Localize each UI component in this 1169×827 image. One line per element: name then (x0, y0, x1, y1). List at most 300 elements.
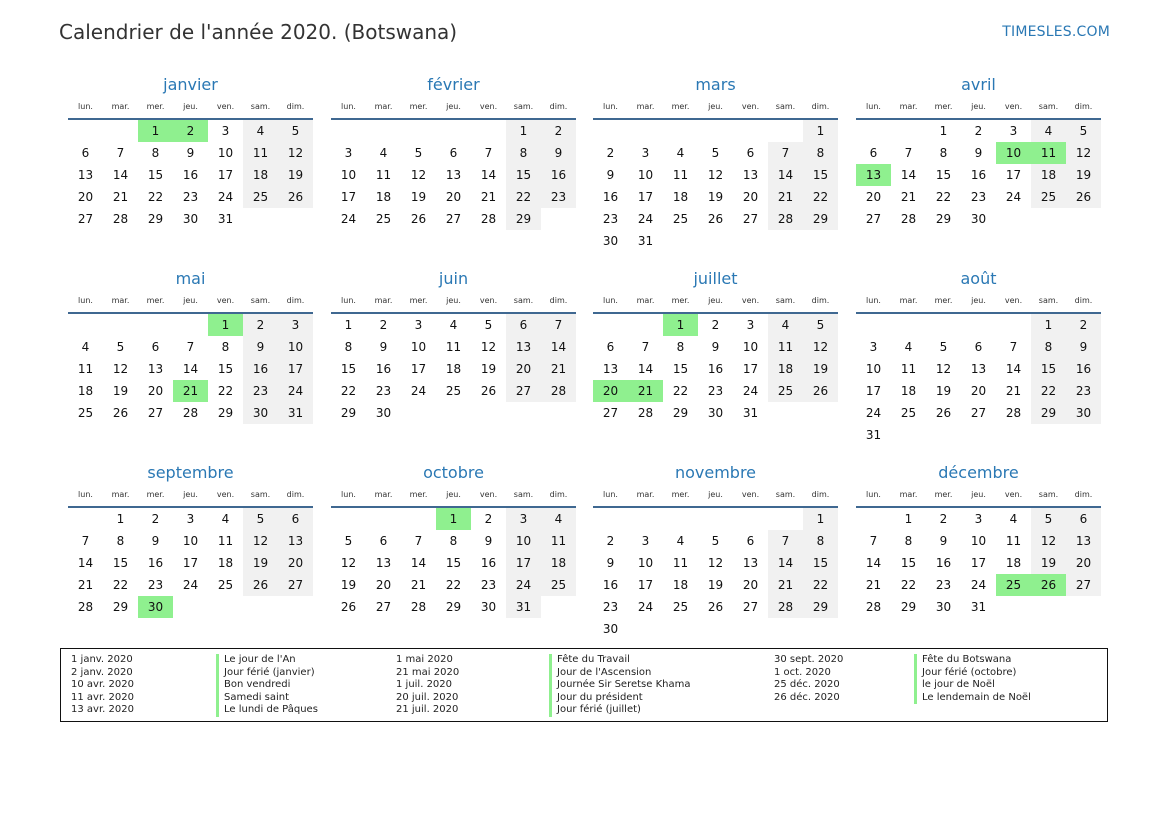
day-cell: 21 (865, 578, 882, 592)
day-cell: 1 (904, 512, 913, 526)
week-row (331, 142, 576, 164)
weekday-label: jeu. (446, 102, 461, 111)
weekday-label: mar. (111, 102, 130, 111)
empty-cell (138, 314, 173, 336)
day-cell: 4 (676, 146, 685, 160)
day-cell: 15 (445, 556, 462, 570)
day-cell: 25 (541, 574, 576, 596)
day-cell: 21 (410, 578, 427, 592)
day-cell: 28 (410, 600, 427, 614)
day-cell: 23 (375, 384, 392, 398)
empty-cell (103, 314, 138, 336)
month-name: décembre (938, 463, 1019, 482)
day-cell: 10 (410, 340, 427, 354)
empty-cell (768, 120, 803, 142)
day-cell: 28 (182, 406, 199, 420)
empty-cell (856, 508, 891, 530)
day-cell: 16 (602, 190, 619, 204)
day-cell: 14 (637, 362, 654, 376)
day-cell: 13 (375, 556, 392, 570)
empty-cell (768, 508, 803, 530)
day-cell: 24 (340, 212, 357, 226)
day-cell: 24 (742, 384, 759, 398)
empty-cell (768, 230, 803, 252)
weekday-label: sam. (775, 102, 796, 111)
week-row (593, 530, 838, 552)
day-cell: 19 (707, 578, 724, 592)
day-cell: 28 (768, 596, 803, 618)
day-cell: 17 (970, 556, 987, 570)
day-cell: 6 (746, 534, 755, 548)
holiday-date: 2 janv. 2020 (71, 666, 133, 678)
day-cell: 8 (939, 146, 948, 160)
holiday-date: 21 juil. 2020 (396, 704, 459, 715)
day-cell: 4 (904, 340, 913, 354)
weekday-header (856, 96, 1101, 120)
week-row (856, 336, 1101, 358)
day-cell: 14 (900, 168, 917, 182)
day-cell: 4 (676, 534, 685, 548)
weekday-label: mar. (374, 490, 393, 499)
day-cell: 23 (1066, 380, 1101, 402)
day-cell: 12 (707, 168, 724, 182)
day-cell: 23 (935, 578, 952, 592)
weekday-label: jeu. (971, 490, 986, 499)
day-cell: 20 (77, 190, 94, 204)
day-cell: 23 (480, 578, 497, 592)
day-cell: 1 (208, 314, 243, 336)
day-cell: 15 (900, 556, 917, 570)
day-cell: 8 (116, 534, 125, 548)
day-cell: 29 (445, 600, 462, 614)
week-row (856, 596, 1101, 618)
month-10 (593, 462, 838, 640)
weekday-label: lun. (78, 490, 93, 499)
weekday-label: mar. (636, 490, 655, 499)
month-0 (68, 74, 313, 230)
weekday-label: sam. (513, 296, 534, 305)
day-cell: 4 (768, 314, 803, 336)
holiday-date: 25 déc. 2020 (774, 679, 840, 690)
day-cell: 12 (935, 362, 952, 376)
month-7 (856, 268, 1101, 446)
week-row (856, 186, 1101, 208)
day-cell: 14 (768, 164, 803, 186)
holiday-date: 21 mai 2020 (396, 666, 460, 678)
day-cell: 28 (768, 208, 803, 230)
day-cell: 9 (151, 534, 160, 548)
empty-cell (471, 402, 506, 424)
day-cell: 18 (1031, 164, 1066, 186)
day-cell: 6 (379, 534, 388, 548)
day-cell: 25 (77, 406, 94, 420)
day-cell: 3 (641, 534, 650, 548)
day-cell: 23 (602, 600, 619, 614)
day-cell: 18 (672, 190, 689, 204)
day-cell: 21 (1005, 384, 1022, 398)
day-cell: 30 (707, 406, 724, 420)
day-cell: 1 (939, 124, 948, 138)
week-row (331, 164, 576, 186)
day-cell: 20 (742, 578, 759, 592)
day-cell: 13 (1066, 530, 1101, 552)
week-row (593, 596, 838, 618)
weekday-label: ven. (741, 490, 760, 499)
week-row (856, 208, 1101, 230)
holiday-dates-col-3 (774, 654, 914, 704)
week-row (856, 358, 1101, 380)
holiday-name: Jour férié (octobre) (914, 667, 1031, 680)
empty-cell (331, 508, 366, 530)
day-cell: 10 (742, 340, 759, 354)
empty-cell (996, 424, 1031, 446)
day-cell: 14 (77, 556, 94, 570)
empty-cell (628, 618, 663, 640)
day-cell: 3 (186, 512, 195, 526)
day-cell: 27 (506, 380, 541, 402)
day-cell: 29 (672, 406, 689, 420)
day-cell: 19 (480, 362, 497, 376)
day-cell: 23 (602, 212, 619, 226)
week-row (68, 402, 313, 424)
day-cell: 27 (147, 406, 164, 420)
day-cell: 25 (768, 380, 803, 402)
empty-cell (768, 618, 803, 640)
day-cell: 30 (243, 402, 278, 424)
day-cell: 27 (375, 600, 392, 614)
day-cell: 31 (742, 406, 759, 420)
weekday-label: lun. (866, 490, 881, 499)
empty-cell (506, 402, 541, 424)
week-row (593, 142, 838, 164)
weekday-header (68, 96, 313, 120)
weekday-label: sam. (250, 490, 271, 499)
day-cell: 17 (637, 190, 654, 204)
day-cell: 27 (602, 406, 619, 420)
day-cell: 21 (768, 574, 803, 596)
day-cell: 11 (1031, 142, 1066, 164)
week-row (856, 530, 1101, 552)
day-cell: 18 (900, 384, 917, 398)
weekday-label: jeu. (708, 102, 723, 111)
weekday-label: mar. (374, 296, 393, 305)
week-row (593, 508, 838, 530)
week-row (593, 164, 838, 186)
day-cell: 10 (996, 142, 1031, 164)
day-cell: 8 (676, 340, 685, 354)
day-cell: 21 (900, 190, 917, 204)
holiday-name: Fête du Botswana (914, 654, 1031, 667)
week-row (331, 208, 576, 230)
day-cell: 24 (217, 190, 234, 204)
weekday-label: jeu. (183, 490, 198, 499)
week-row (68, 380, 313, 402)
day-cell: 3 (974, 512, 983, 526)
week-row (68, 142, 313, 164)
weekday-header (68, 484, 313, 508)
day-cell: 17 (637, 578, 654, 592)
day-cell: 27 (278, 574, 313, 596)
day-cell: 18 (217, 556, 234, 570)
day-cell: 10 (637, 556, 654, 570)
weekday-label: sam. (250, 296, 271, 305)
week-row (593, 402, 838, 424)
day-cell: 5 (243, 508, 278, 530)
day-cell: 1 (803, 508, 838, 530)
month-4 (68, 268, 313, 424)
day-cell: 28 (480, 212, 497, 226)
day-cell: 26 (707, 212, 724, 226)
weekday-label: jeu. (708, 296, 723, 305)
weekday-label: mer. (671, 102, 690, 111)
day-cell: 19 (243, 552, 278, 574)
week-row (68, 596, 313, 618)
day-cell: 4 (541, 508, 576, 530)
holiday-date: 1 mai 2020 (396, 654, 453, 665)
day-cell: 30 (480, 600, 497, 614)
day-cell: 22 (217, 384, 234, 398)
day-cell: 5 (116, 340, 125, 354)
day-cell: 29 (112, 600, 129, 614)
day-cell: 7 (541, 314, 576, 336)
weekday-label: mar. (374, 102, 393, 111)
empty-cell (628, 120, 663, 142)
day-cell: 2 (974, 124, 983, 138)
day-cell: 12 (1031, 530, 1066, 552)
week-row (593, 336, 838, 358)
empty-cell (68, 120, 103, 142)
empty-cell (733, 508, 768, 530)
holiday-date: 1 oct. 2020 (774, 666, 831, 678)
empty-cell (401, 402, 436, 424)
day-cell: 30 (182, 212, 199, 226)
day-cell: 22 (1031, 380, 1066, 402)
day-cell: 6 (746, 146, 755, 160)
day-cell: 2 (1066, 314, 1101, 336)
weekday-label: sam. (513, 102, 534, 111)
day-cell: 26 (278, 186, 313, 208)
day-cell: 13 (506, 336, 541, 358)
day-cell: 27 (865, 212, 882, 226)
day-cell: 1 (116, 512, 125, 526)
week-row (856, 402, 1101, 424)
day-cell: 15 (147, 168, 164, 182)
day-cell: 28 (77, 600, 94, 614)
week-row (593, 314, 838, 336)
week-row (68, 164, 313, 186)
day-cell: 15 (112, 556, 129, 570)
site-link[interactable]: TIMESLES.COM (1002, 24, 1110, 40)
day-cell: 20 (1066, 552, 1101, 574)
weekday-label: mer. (409, 296, 428, 305)
day-cell: 22 (935, 190, 952, 204)
day-cell: 24 (865, 406, 882, 420)
day-cell: 18 (768, 358, 803, 380)
week-row (331, 358, 576, 380)
day-cell: 17 (865, 384, 882, 398)
weekday-label: lun. (603, 490, 618, 499)
day-cell: 15 (672, 362, 689, 376)
empty-cell (733, 120, 768, 142)
holiday-date: 30 sept. 2020 (774, 654, 844, 665)
day-cell: 16 (935, 556, 952, 570)
day-cell: 13 (856, 164, 891, 186)
weekday-label: dim. (549, 296, 568, 305)
day-cell: 26 (1031, 574, 1066, 596)
holiday-name: Jour férié (janvier) (216, 667, 318, 680)
empty-cell (593, 314, 628, 336)
month-name: janvier (163, 75, 218, 94)
day-cell: 26 (935, 406, 952, 420)
weekday-label: lun. (603, 102, 618, 111)
week-row (68, 208, 313, 230)
day-cell: 12 (112, 362, 129, 376)
weekday-label: ven. (216, 296, 235, 305)
day-cell: 30 (602, 234, 619, 248)
weekday-label: lun. (341, 490, 356, 499)
day-cell: 8 (449, 534, 458, 548)
day-cell: 28 (900, 212, 917, 226)
weekday-label: mer. (934, 296, 953, 305)
holiday-name: Le jour de l'An (216, 654, 318, 667)
day-cell: 22 (340, 384, 357, 398)
week-row (856, 508, 1101, 530)
day-cell: 18 (77, 384, 94, 398)
day-cell: 6 (151, 340, 160, 354)
empty-cell (733, 618, 768, 640)
day-cell: 23 (243, 380, 278, 402)
day-cell: 15 (217, 362, 234, 376)
day-cell: 9 (1066, 336, 1101, 358)
day-cell: 10 (865, 362, 882, 376)
weekday-label: mer. (409, 102, 428, 111)
holiday-dates-col-1 (71, 654, 211, 717)
weekday-header (593, 484, 838, 508)
empty-cell (698, 618, 733, 640)
day-cell: 10 (970, 534, 987, 548)
day-cell: 11 (77, 362, 94, 376)
weekday-label: sam. (1038, 296, 1059, 305)
month-9 (331, 462, 576, 618)
day-cell: 23 (707, 384, 724, 398)
week-row (68, 552, 313, 574)
day-cell: 5 (344, 534, 353, 548)
day-cell: 8 (904, 534, 913, 548)
day-cell: 31 (217, 212, 234, 226)
month-name: mars (695, 75, 736, 94)
day-cell: 1 (1031, 314, 1066, 336)
weekday-label: sam. (513, 490, 534, 499)
day-cell: 5 (278, 120, 313, 142)
day-cell: 22 (147, 190, 164, 204)
empty-cell (663, 230, 698, 252)
weekday-label: mer. (671, 490, 690, 499)
week-row (856, 380, 1101, 402)
day-cell: 26 (340, 600, 357, 614)
day-cell: 4 (221, 512, 230, 526)
empty-cell (891, 314, 926, 336)
empty-cell (856, 314, 891, 336)
day-cell: 2 (484, 512, 493, 526)
day-cell: 17 (182, 556, 199, 570)
day-cell: 5 (939, 340, 948, 354)
day-cell: 4 (379, 146, 388, 160)
empty-cell (401, 508, 436, 530)
holiday-list (60, 648, 1108, 722)
weekday-label: mer. (671, 296, 690, 305)
empty-cell (366, 508, 401, 530)
month-name: juin (438, 269, 469, 288)
weekday-label: lun. (341, 296, 356, 305)
week-row (68, 574, 313, 596)
day-cell: 24 (637, 600, 654, 614)
holiday-date: 1 janv. 2020 (71, 654, 133, 665)
empty-cell (663, 618, 698, 640)
month-name: octobre (423, 463, 484, 482)
week-row (331, 186, 576, 208)
day-cell: 31 (865, 428, 882, 442)
day-cell: 23 (182, 190, 199, 204)
day-cell: 3 (506, 508, 541, 530)
day-cell: 17 (340, 190, 357, 204)
week-row (331, 314, 576, 336)
weekday-label: mer. (934, 102, 953, 111)
empty-cell (926, 424, 961, 446)
month-11 (856, 462, 1101, 618)
holiday-name: Journée Sir Seretse Khama (549, 679, 690, 692)
week-row (856, 552, 1101, 574)
empty-cell (663, 508, 698, 530)
day-cell: 14 (182, 362, 199, 376)
week-row (593, 552, 838, 574)
month-name: septembre (147, 463, 234, 482)
week-row (68, 120, 313, 142)
day-cell: 22 (900, 578, 917, 592)
holiday-name: Jour de l'Ascension (549, 667, 690, 680)
day-cell: 18 (1005, 556, 1022, 570)
day-cell: 24 (410, 384, 427, 398)
holiday-name: Jour du président (549, 692, 690, 705)
day-cell: 25 (243, 186, 278, 208)
day-cell: 6 (606, 340, 615, 354)
empty-cell (278, 208, 313, 230)
day-cell: 6 (449, 146, 458, 160)
day-cell: 21 (173, 380, 208, 402)
weekday-label: mar. (899, 490, 918, 499)
day-cell: 16 (602, 578, 619, 592)
empty-cell (1031, 596, 1066, 618)
day-cell: 20 (865, 190, 882, 204)
day-cell: 22 (672, 384, 689, 398)
empty-cell (891, 120, 926, 142)
day-cell: 14 (865, 556, 882, 570)
day-cell: 16 (147, 556, 164, 570)
day-cell: 28 (865, 600, 882, 614)
day-cell: 13 (742, 168, 759, 182)
day-cell: 10 (637, 168, 654, 182)
empty-cell (103, 120, 138, 142)
day-cell: 30 (970, 212, 987, 226)
weekday-header (856, 290, 1101, 314)
day-cell: 24 (970, 578, 987, 592)
week-row (856, 314, 1101, 336)
day-cell: 7 (1009, 340, 1018, 354)
day-cell: 20 (375, 578, 392, 592)
day-cell: 18 (541, 552, 576, 574)
day-cell: 23 (970, 190, 987, 204)
empty-cell (68, 508, 103, 530)
day-cell: 31 (278, 402, 313, 424)
